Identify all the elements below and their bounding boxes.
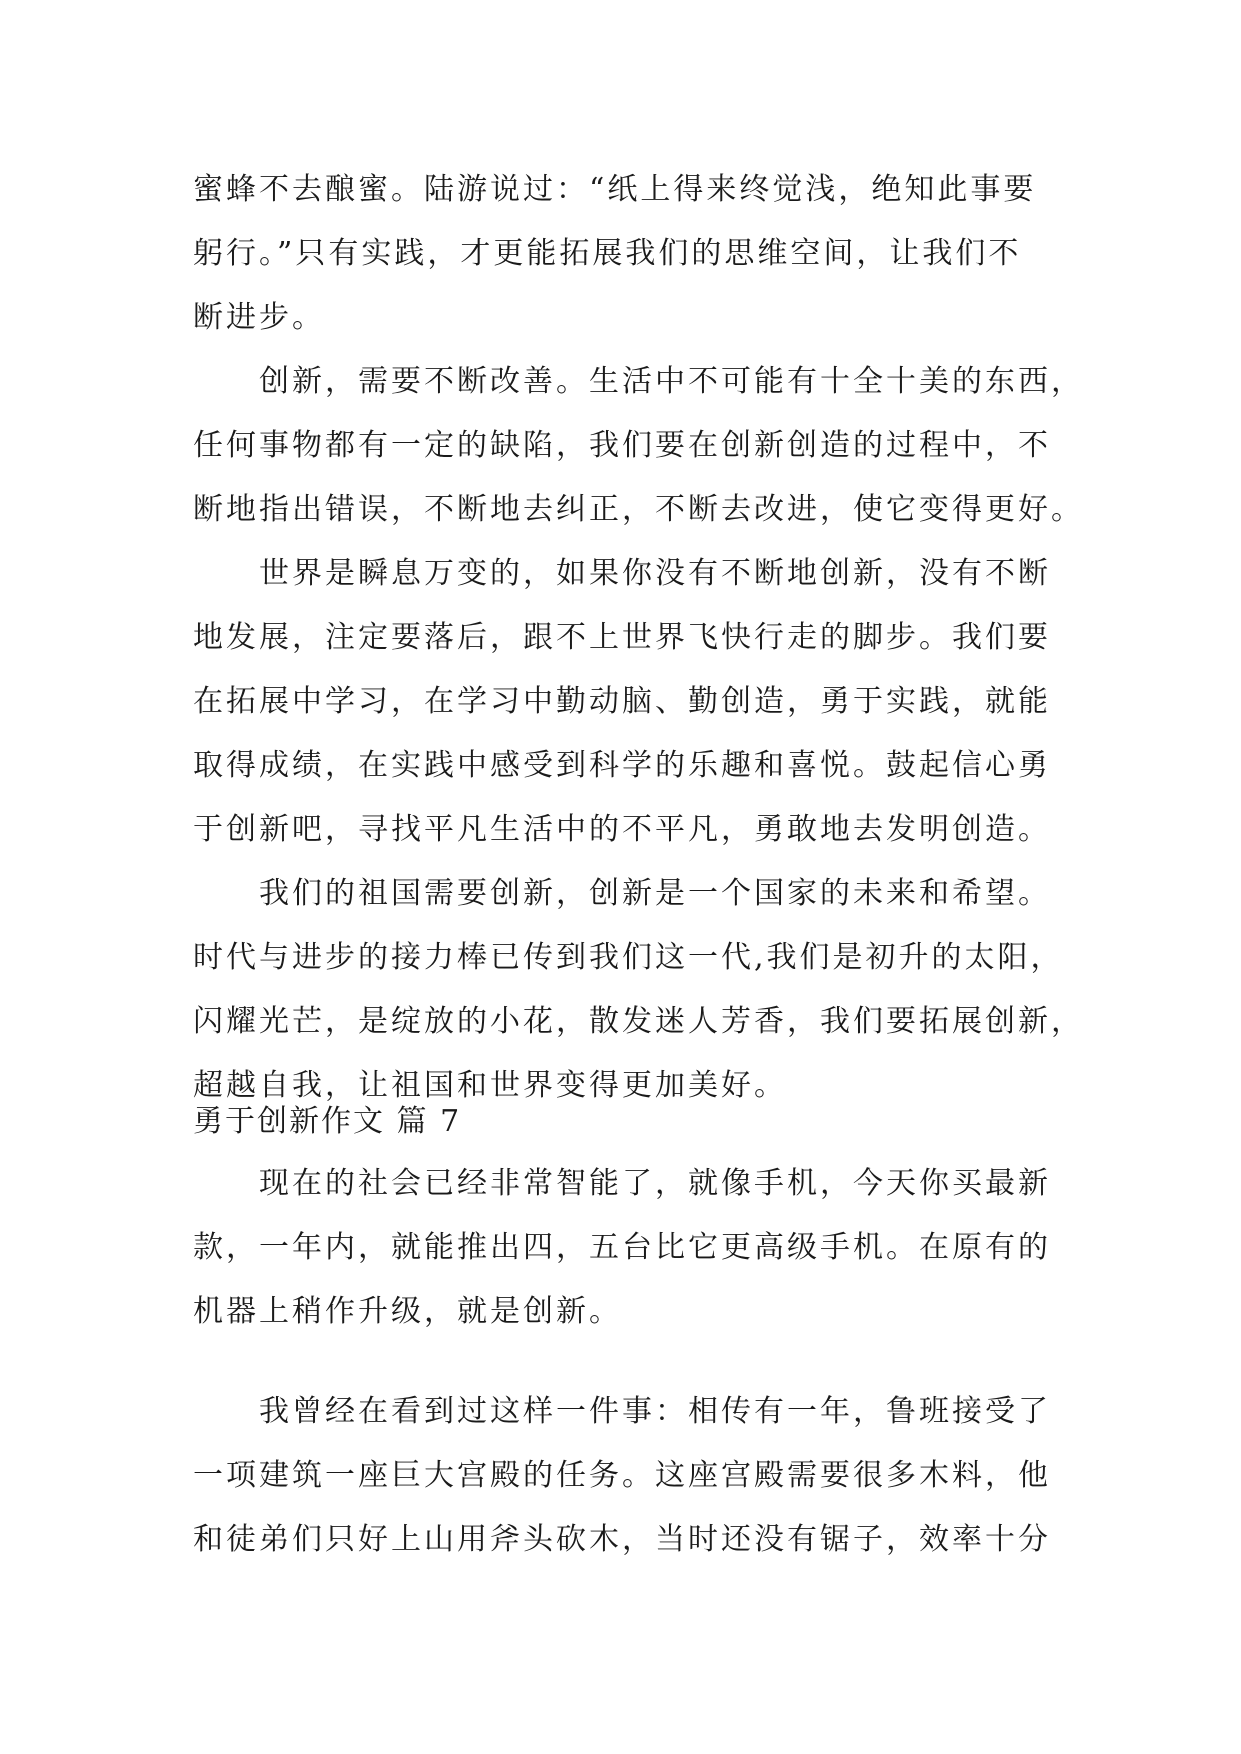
text-line: 款，一年内，就能推出四，五台比它更高级手机。在原有的: [193, 1230, 1051, 1265]
text-line: 时代与进步的接力棒已传到我们这一代,我们是初升的太阳，: [193, 940, 1064, 975]
text-line: 现在的社会已经非常智能了，就像手机，今天你买最新: [193, 1166, 1051, 1201]
text-line: 断地指出错误，不断地去纠正，不断去改进，使它变得更好。: [193, 492, 1084, 527]
text-line: 超越自我，让祖国和世界变得更加美好。: [193, 1068, 787, 1103]
body-text-block-1: [193, 158, 1084, 1118]
text-line: 一项建筑一座巨大宫殿的任务。这座宫殿需要很多木料，他: [193, 1458, 1051, 1493]
text-line: 躬行。”只有实践，才更能拓展我们的思维空间，让我们不: [193, 236, 1022, 271]
text-line: 机器上稍作升级，就是创新。: [193, 1294, 622, 1329]
text-line: 蜜蜂不去酿蜜。陆游说过：“纸上得来终觉浅，绝知此事要: [193, 172, 1037, 207]
text-line: 我曾经在看到过这样一件事：相传有一年，鲁班接受了: [193, 1394, 1051, 1429]
text-line: 取得成绩，在实践中感受到科学的乐趣和喜悦。鼓起信心勇: [193, 748, 1051, 783]
text-line: 于创新吧，寻找平凡生活中的不平凡，勇敢地去发明创造。: [193, 812, 1051, 847]
text-line: 世界是瞬息万变的，如果你没有不断地创新，没有不断: [193, 556, 1051, 591]
section-heading: 勇于创新作文 篇 7: [193, 1104, 462, 1139]
text-line: 断进步。: [193, 300, 325, 335]
text-line: 在拓展中学习，在学习中勤动脑、勤创造，勇于实践，就能: [193, 684, 1051, 719]
text-line: 地发展，注定要落后，跟不上世界飞快行走的脚步。我们要: [193, 620, 1051, 655]
text-line: 闪耀光芒，是绽放的小花，散发迷人芳香，我们要拓展创新，: [193, 1004, 1084, 1039]
body-text-block-3: [193, 1380, 1053, 1572]
text-line: 我们的祖国需要创新，创新是一个国家的未来和希望。: [193, 876, 1051, 911]
text-line: 和徒弟们只好上山用斧头砍木，当时还没有锯子，效率十分: [193, 1522, 1051, 1557]
text-line: 任何事物都有一定的缺陷，我们要在创新创造的过程中，不: [193, 428, 1051, 463]
text-line: 创新，需要不断改善。生活中不可能有十全十美的东西，: [193, 364, 1084, 399]
body-text-block-2: [193, 1152, 1053, 1344]
